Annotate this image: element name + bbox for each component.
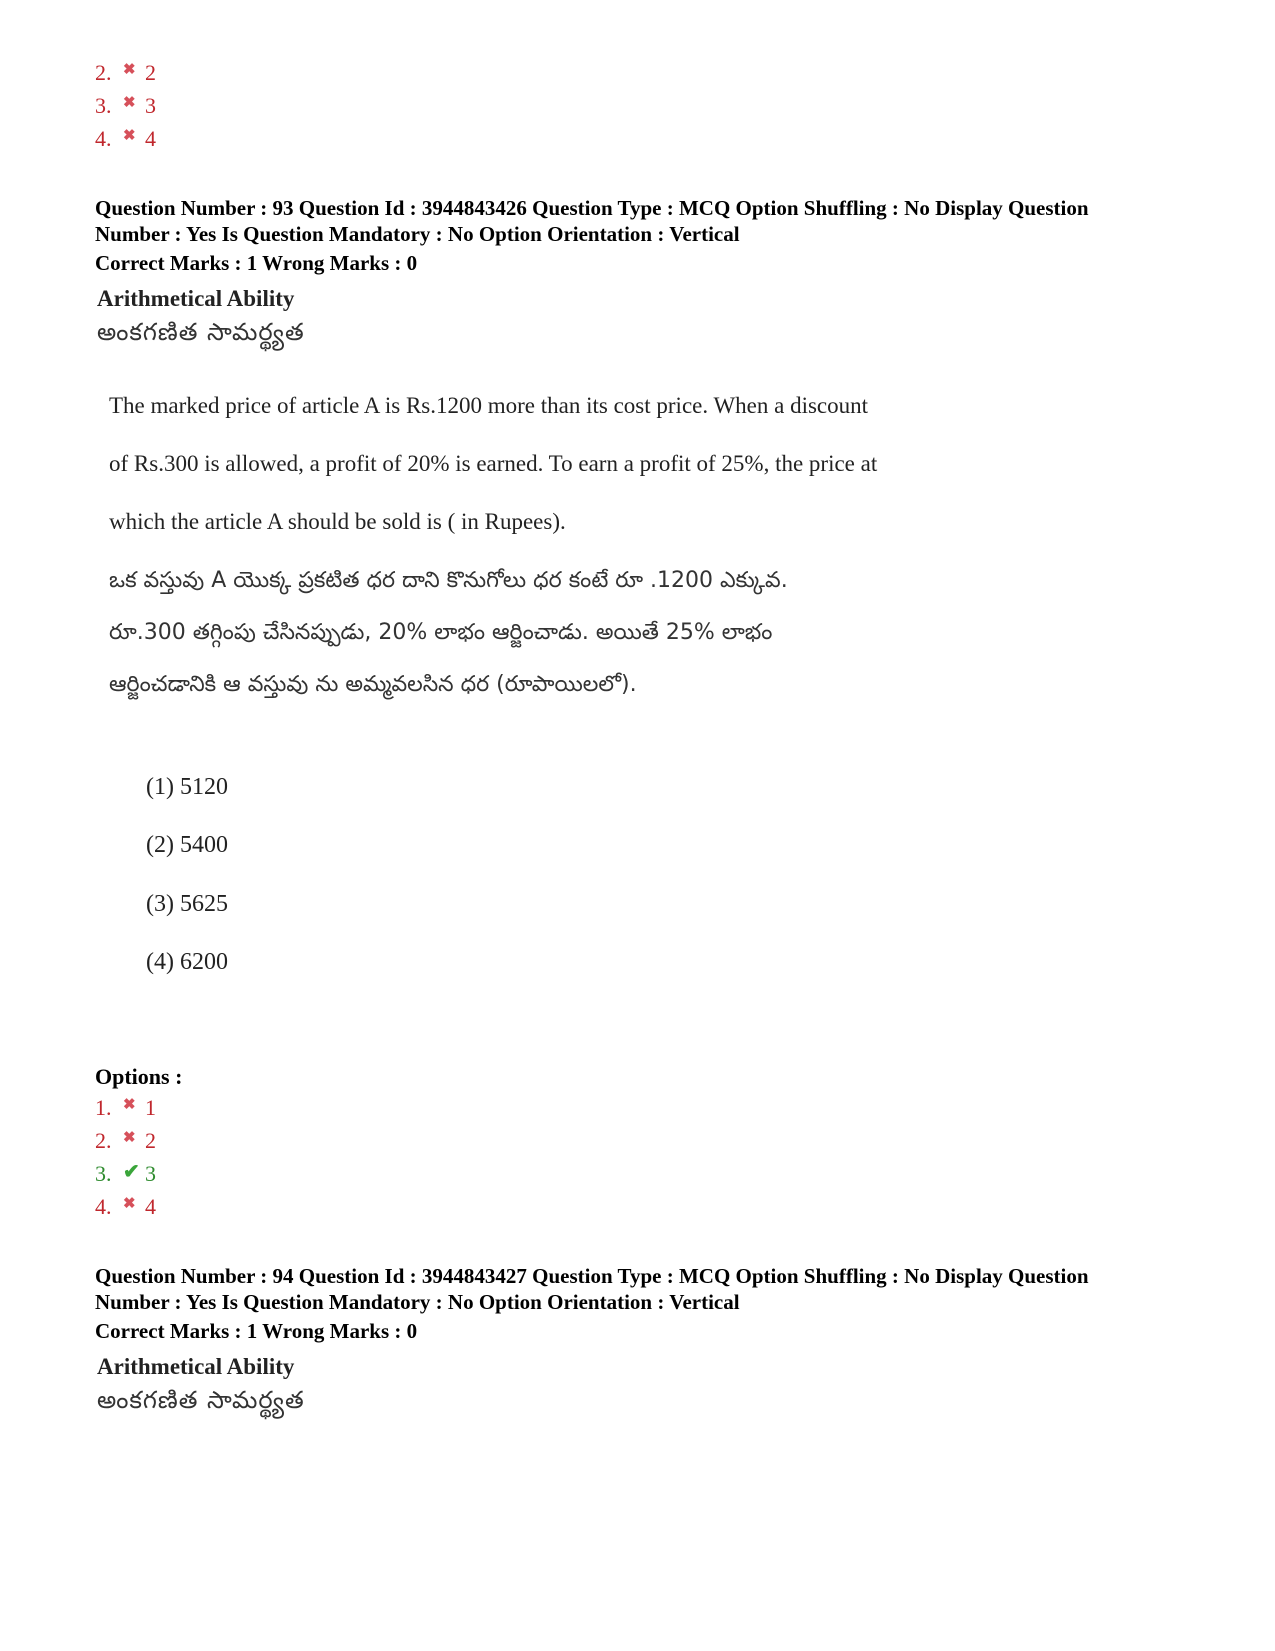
q94-marks: Correct Marks : 1 Wrong Marks : 0 xyxy=(95,1319,418,1343)
cross-icon: ✖ xyxy=(123,1130,136,1146)
q93-question-telugu-line-2: రూ.300 తగ్గింపు చేసినప్పుడు, 20% లాభం ఆర్జించాడు. అయితే 25% లాభం xyxy=(109,620,773,645)
q93-question-telugu-line-1: ఒక వస్తువు A యొక్క ప్రకటిత ధర దాని కొనుగోలు ధర కంటే రూ .1200 ఎక్కువ. xyxy=(109,568,788,593)
q94-section-title-telugu: అంకగణిత సామర్థ్యత xyxy=(97,1386,305,1414)
q93-question-line-3: which the article A should be sold is ( in Rupees). xyxy=(109,509,566,534)
prev-option-4: 4. ✖ 4 xyxy=(95,126,156,151)
prev-option-3: 3. ✖ 3 xyxy=(95,93,156,118)
cross-icon: ✖ xyxy=(123,62,136,78)
q93-choice-1: (1) 5120 xyxy=(146,774,228,800)
check-icon: ✔ xyxy=(123,1161,140,1183)
q93-option-2: 2. ✖ 2 xyxy=(95,1128,156,1153)
cross-icon: ✖ xyxy=(123,1097,136,1113)
q94-section-title: Arithmetical Ability xyxy=(97,1354,295,1379)
q93-choice-3: (3) 5625 xyxy=(146,891,228,917)
q93-options-label: Options : xyxy=(95,1064,183,1089)
q93-question-line-2: of Rs.300 is allowed, a profit of 20% is earned. To earn a profit of 25%, the price at xyxy=(109,451,878,476)
q93-choice-2: (2) 5400 xyxy=(146,832,228,858)
cross-icon: ✖ xyxy=(123,128,136,144)
q93-marks: Correct Marks : 1 Wrong Marks : 0 xyxy=(95,251,418,275)
q93-option-3: 3. ✔ 3 xyxy=(95,1161,156,1186)
q93-question-line-1: The marked price of article A is Rs.1200 more than its cost price. When a discount xyxy=(109,393,869,418)
q93-choice-4: (4) 6200 xyxy=(146,949,228,975)
q94-meta: Question Number : 94 Question Id : 3944843427 Question Type : MCQ Option Shuffling : No Display Question Number : Yes Is Question Mandatory : No Option Orientation : Vertical xyxy=(95,1264,1089,1314)
q93-question-telugu-line-3: ఆర్జించడానికి ఆ వస్తువు ను అమ్మవలసిన ధర (రూపాయిలలో). xyxy=(109,672,637,697)
q93-option-1: 1. ✖ 1 xyxy=(95,1095,156,1120)
cross-icon: ✖ xyxy=(123,1196,136,1212)
q93-option-4: 4. ✖ 4 xyxy=(95,1194,156,1219)
cross-icon: ✖ xyxy=(123,95,136,111)
q93-section-title: Arithmetical Ability xyxy=(97,286,295,311)
q93-meta: Question Number : 93 Question Id : 3944843426 Question Type : MCQ Option Shuffling : No Display Question Number : Yes Is Question Mandatory : No Option Orientation : Vertical xyxy=(95,196,1089,246)
q93-section-title-telugu: అంకగణిత సామర్థ్యత xyxy=(97,318,305,346)
prev-option-2: 2. ✖ 2 xyxy=(95,60,156,85)
